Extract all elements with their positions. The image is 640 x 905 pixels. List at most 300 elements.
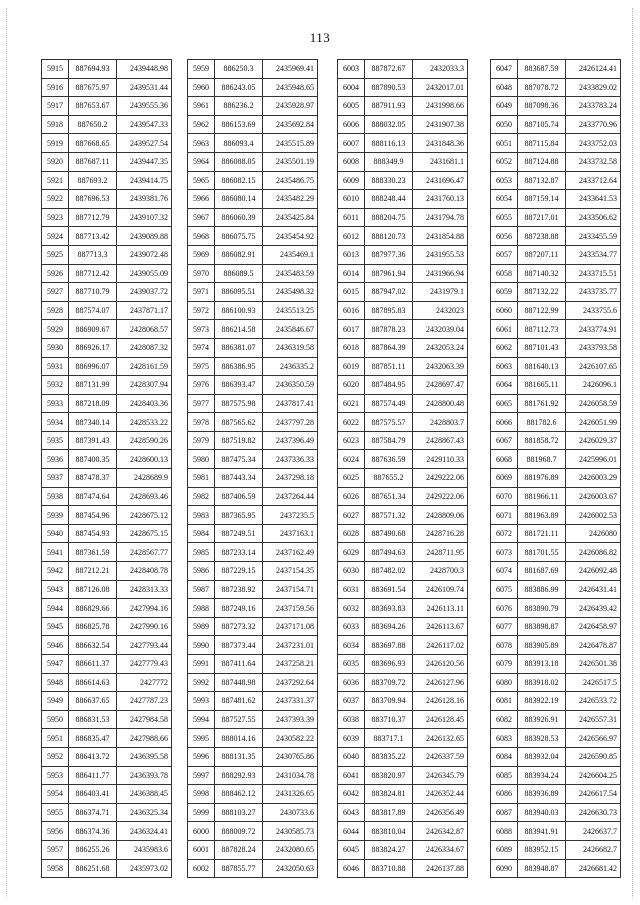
point-number-cell: 6011 bbox=[338, 208, 365, 227]
table-row bbox=[338, 655, 468, 674]
x-coordinate-cell: 887101.43 bbox=[518, 338, 566, 357]
table-row bbox=[188, 673, 318, 692]
x-coordinate-cell: 886250.3 bbox=[215, 60, 263, 79]
y-coordinate-cell: 2426137.88 bbox=[413, 859, 468, 878]
y-coordinate-cell: 2426113.67 bbox=[413, 617, 468, 636]
x-coordinate-cell: 888330.23 bbox=[365, 171, 413, 190]
point-number-cell: 5967 bbox=[188, 208, 215, 227]
point-number-cell: 5931 bbox=[42, 357, 69, 376]
table-row bbox=[42, 636, 172, 655]
y-coordinate-cell: 2426058.59 bbox=[566, 394, 621, 413]
table-row bbox=[188, 692, 318, 711]
y-coordinate-cell: 2437171.08 bbox=[263, 617, 318, 636]
y-coordinate-cell: 2431966.94 bbox=[413, 264, 468, 283]
point-number-cell: 6086 bbox=[491, 785, 518, 804]
y-coordinate-cell: 2432017.01 bbox=[413, 78, 468, 97]
y-coordinate-cell: 2427779.43 bbox=[117, 655, 172, 674]
point-number-cell: 5933 bbox=[42, 394, 69, 413]
x-coordinate-cell: 887584.79 bbox=[365, 431, 413, 450]
point-number-cell: 6006 bbox=[338, 115, 365, 134]
point-number-cell: 5957 bbox=[42, 840, 69, 859]
table-row bbox=[338, 692, 468, 711]
y-coordinate-cell: 2427990.16 bbox=[117, 617, 172, 636]
y-coordinate-cell: 2428697.47 bbox=[413, 376, 468, 395]
x-coordinate-cell: 881976.89 bbox=[518, 469, 566, 488]
point-number-cell: 6078 bbox=[491, 636, 518, 655]
point-number-cell: 5927 bbox=[42, 283, 69, 302]
y-coordinate-cell: 2428567.77 bbox=[117, 543, 172, 562]
x-coordinate-cell: 887249.51 bbox=[215, 524, 263, 543]
x-coordinate-cell: 883709.94 bbox=[365, 692, 413, 711]
table-row bbox=[491, 822, 621, 841]
x-coordinate-cell: 887411.64 bbox=[215, 655, 263, 674]
y-coordinate-cell: 2439055.09 bbox=[117, 264, 172, 283]
x-coordinate-cell: 886926.17 bbox=[69, 338, 117, 357]
table-row bbox=[338, 785, 468, 804]
table-row bbox=[491, 78, 621, 97]
point-number-cell: 5921 bbox=[42, 171, 69, 190]
y-coordinate-cell: 2426590.85 bbox=[566, 747, 621, 766]
x-coordinate-cell: 887895.83 bbox=[365, 301, 413, 320]
point-number-cell: 6073 bbox=[491, 543, 518, 562]
x-coordinate-cell: 883890.79 bbox=[518, 599, 566, 618]
point-number-cell: 5966 bbox=[188, 190, 215, 209]
y-coordinate-cell: 2426566.97 bbox=[566, 729, 621, 748]
table-row bbox=[42, 450, 172, 469]
x-coordinate-cell: 887159.14 bbox=[518, 190, 566, 209]
point-number-cell: 6009 bbox=[338, 171, 365, 190]
table-row bbox=[338, 636, 468, 655]
table-row bbox=[338, 524, 468, 543]
x-coordinate-cell: 888131.35 bbox=[215, 747, 263, 766]
table-row bbox=[491, 469, 621, 488]
table-row bbox=[338, 301, 468, 320]
table-row bbox=[491, 840, 621, 859]
x-coordinate-cell: 887406.59 bbox=[215, 487, 263, 506]
y-coordinate-cell: 2426109.74 bbox=[413, 580, 468, 599]
point-number-cell: 6071 bbox=[491, 506, 518, 525]
y-coordinate-cell: 2439414.75 bbox=[117, 171, 172, 190]
point-number-cell: 5932 bbox=[42, 376, 69, 395]
table-row bbox=[188, 320, 318, 339]
x-coordinate-cell: 887126.08 bbox=[69, 580, 117, 599]
y-coordinate-cell: 2426002.53 bbox=[566, 506, 621, 525]
point-number-cell: 5979 bbox=[188, 431, 215, 450]
table-row bbox=[188, 301, 318, 320]
table-row bbox=[491, 673, 621, 692]
y-coordinate-cell: 2436324.41 bbox=[117, 822, 172, 841]
point-number-cell: 6088 bbox=[491, 822, 518, 841]
y-coordinate-cell: 2428313.33 bbox=[117, 580, 172, 599]
table-row bbox=[42, 543, 172, 562]
point-number-cell: 5950 bbox=[42, 710, 69, 729]
x-coordinate-cell: 887132.87 bbox=[518, 171, 566, 190]
point-number-cell: 6039 bbox=[338, 729, 365, 748]
y-coordinate-cell: 2426458.97 bbox=[566, 617, 621, 636]
table-row bbox=[188, 599, 318, 618]
table-row bbox=[188, 208, 318, 227]
x-coordinate-cell: 887400.35 bbox=[69, 450, 117, 469]
y-coordinate-cell: 2435498.32 bbox=[263, 283, 318, 302]
point-number-cell: 5961 bbox=[188, 97, 215, 116]
x-coordinate-cell: 886381.07 bbox=[215, 338, 263, 357]
y-coordinate-cell: 2427984.58 bbox=[117, 710, 172, 729]
x-coordinate-cell: 886251.68 bbox=[69, 859, 117, 878]
y-coordinate-cell: 2431696.47 bbox=[413, 171, 468, 190]
x-coordinate-cell: 887712.42 bbox=[69, 264, 117, 283]
point-number-cell: 6049 bbox=[491, 97, 518, 116]
point-number-cell: 6064 bbox=[491, 376, 518, 395]
table-row bbox=[491, 506, 621, 525]
point-number-cell: 6057 bbox=[491, 245, 518, 264]
y-coordinate-cell: 2435425.84 bbox=[263, 208, 318, 227]
point-number-cell: 6082 bbox=[491, 710, 518, 729]
x-coordinate-cell: 887710.79 bbox=[69, 283, 117, 302]
y-coordinate-cell: 2437163.1 bbox=[263, 524, 318, 543]
point-number-cell: 6027 bbox=[338, 506, 365, 525]
x-coordinate-cell: 886413.72 bbox=[69, 747, 117, 766]
table-row bbox=[338, 822, 468, 841]
table-row bbox=[338, 599, 468, 618]
point-number-cell: 5997 bbox=[188, 766, 215, 785]
point-number-cell: 5998 bbox=[188, 785, 215, 804]
point-number-cell: 5929 bbox=[42, 320, 69, 339]
x-coordinate-cell: 886403.41 bbox=[69, 785, 117, 804]
table-row bbox=[188, 171, 318, 190]
table-row bbox=[491, 394, 621, 413]
y-coordinate-cell: 2432023 bbox=[413, 301, 468, 320]
y-coordinate-cell: 2430582.22 bbox=[263, 729, 318, 748]
y-coordinate-cell: 2426092.48 bbox=[566, 562, 621, 581]
x-coordinate-cell: 887443.34 bbox=[215, 469, 263, 488]
y-coordinate-cell: 2433506.62 bbox=[566, 208, 621, 227]
table-row bbox=[188, 822, 318, 841]
x-coordinate-cell: 888116.13 bbox=[365, 134, 413, 153]
x-coordinate-cell: 887484.95 bbox=[365, 376, 413, 395]
point-number-cell: 6072 bbox=[491, 524, 518, 543]
table-row bbox=[491, 747, 621, 766]
y-coordinate-cell: 2428716.28 bbox=[413, 524, 468, 543]
table-row bbox=[188, 524, 318, 543]
y-coordinate-cell: 2427787.23 bbox=[117, 692, 172, 711]
x-coordinate-cell: 881782.6 bbox=[518, 413, 566, 432]
table-row bbox=[42, 357, 172, 376]
y-coordinate-cell: 2426617.54 bbox=[566, 785, 621, 804]
x-coordinate-cell: 888248.44 bbox=[365, 190, 413, 209]
y-coordinate-cell: 2439527.54 bbox=[117, 134, 172, 153]
x-coordinate-cell: 886996.07 bbox=[69, 357, 117, 376]
y-coordinate-cell: 2435948.65 bbox=[263, 78, 318, 97]
point-number-cell: 5915 bbox=[42, 60, 69, 79]
point-number-cell: 5930 bbox=[42, 338, 69, 357]
y-coordinate-cell: 2426334.67 bbox=[413, 840, 468, 859]
x-coordinate-cell: 887872.67 bbox=[365, 60, 413, 79]
x-coordinate-cell: 883710.88 bbox=[365, 859, 413, 878]
point-number-cell: 5978 bbox=[188, 413, 215, 432]
y-coordinate-cell: 2426132.65 bbox=[413, 729, 468, 748]
point-number-cell: 5976 bbox=[188, 376, 215, 395]
y-coordinate-cell: 2428307.94 bbox=[117, 376, 172, 395]
y-coordinate-cell: 2426345.79 bbox=[413, 766, 468, 785]
table-row bbox=[188, 766, 318, 785]
x-coordinate-cell: 887229.15 bbox=[215, 562, 263, 581]
y-coordinate-cell: 2437235.5 bbox=[263, 506, 318, 525]
table-row bbox=[491, 134, 621, 153]
y-coordinate-cell: 2430585.73 bbox=[263, 822, 318, 841]
x-coordinate-cell: 887132.22 bbox=[518, 283, 566, 302]
y-coordinate-cell: 2439547.33 bbox=[117, 115, 172, 134]
point-number-cell: 6065 bbox=[491, 394, 518, 413]
table-row bbox=[188, 134, 318, 153]
y-coordinate-cell: 2426127.96 bbox=[413, 673, 468, 692]
table-row bbox=[491, 413, 621, 432]
table-row bbox=[42, 655, 172, 674]
x-coordinate-cell: 887131.99 bbox=[69, 376, 117, 395]
y-coordinate-cell: 2429222.06 bbox=[413, 469, 468, 488]
point-number-cell: 5922 bbox=[42, 190, 69, 209]
table-row bbox=[491, 655, 621, 674]
y-coordinate-cell: 2428600.13 bbox=[117, 450, 172, 469]
y-coordinate-cell: 2433732.58 bbox=[566, 152, 621, 171]
y-coordinate-cell: 2433770.96 bbox=[566, 115, 621, 134]
y-coordinate-cell: 2433712.64 bbox=[566, 171, 621, 190]
y-coordinate-cell: 2436335.2 bbox=[263, 357, 318, 376]
x-coordinate-cell: 887864.39 bbox=[365, 338, 413, 357]
y-coordinate-cell: 2432039.04 bbox=[413, 320, 468, 339]
point-number-cell: 6043 bbox=[338, 803, 365, 822]
x-coordinate-cell: 886632.54 bbox=[69, 636, 117, 655]
point-number-cell: 5983 bbox=[188, 506, 215, 525]
table-row bbox=[491, 524, 621, 543]
y-coordinate-cell: 2432063.39 bbox=[413, 357, 468, 376]
point-number-cell: 5947 bbox=[42, 655, 69, 674]
table-row bbox=[188, 283, 318, 302]
y-coordinate-cell: 2436395.58 bbox=[117, 747, 172, 766]
y-coordinate-cell: 2439381.76 bbox=[117, 190, 172, 209]
table-row bbox=[338, 394, 468, 413]
point-number-cell: 5955 bbox=[42, 803, 69, 822]
table-row bbox=[338, 134, 468, 153]
point-number-cell: 5953 bbox=[42, 766, 69, 785]
y-coordinate-cell: 2432033.3 bbox=[413, 60, 468, 79]
y-coordinate-cell: 2432050.63 bbox=[263, 859, 318, 878]
y-coordinate-cell: 2435846.67 bbox=[263, 320, 318, 339]
table-row bbox=[42, 524, 172, 543]
point-number-cell: 6008 bbox=[338, 152, 365, 171]
y-coordinate-cell: 2436388.45 bbox=[117, 785, 172, 804]
y-coordinate-cell: 2439447.35 bbox=[117, 152, 172, 171]
point-number-cell: 6060 bbox=[491, 301, 518, 320]
x-coordinate-cell: 887365.95 bbox=[215, 506, 263, 525]
x-coordinate-cell: 886614.63 bbox=[69, 673, 117, 692]
table-row bbox=[338, 803, 468, 822]
x-coordinate-cell: 883922.19 bbox=[518, 692, 566, 711]
table-row bbox=[42, 822, 172, 841]
x-coordinate-cell: 888292.93 bbox=[215, 766, 263, 785]
x-coordinate-cell: 887574.07 bbox=[69, 301, 117, 320]
point-number-cell: 6059 bbox=[491, 283, 518, 302]
x-coordinate-cell: 886088.05 bbox=[215, 152, 263, 171]
table-row bbox=[338, 747, 468, 766]
x-coordinate-cell: 887481.62 bbox=[215, 692, 263, 711]
table-row bbox=[338, 78, 468, 97]
y-coordinate-cell: 2426356.49 bbox=[413, 803, 468, 822]
table-row bbox=[42, 506, 172, 525]
table-row bbox=[188, 840, 318, 859]
x-coordinate-cell: 883926.91 bbox=[518, 710, 566, 729]
point-number-cell: 5916 bbox=[42, 78, 69, 97]
point-number-cell: 5963 bbox=[188, 134, 215, 153]
x-coordinate-cell: 883824.27 bbox=[365, 840, 413, 859]
y-coordinate-cell: 2433829.02 bbox=[566, 78, 621, 97]
y-coordinate-cell: 2427793.44 bbox=[117, 636, 172, 655]
y-coordinate-cell: 2428533.22 bbox=[117, 413, 172, 432]
point-number-cell: 6000 bbox=[188, 822, 215, 841]
table-row bbox=[42, 580, 172, 599]
y-coordinate-cell: 2431854.88 bbox=[413, 227, 468, 246]
y-coordinate-cell: 2426439.42 bbox=[566, 599, 621, 618]
y-coordinate-cell: 2437231.01 bbox=[263, 636, 318, 655]
x-coordinate-cell: 887574.49 bbox=[365, 394, 413, 413]
table-row bbox=[491, 580, 621, 599]
table-row bbox=[42, 208, 172, 227]
table-row bbox=[338, 190, 468, 209]
table-row bbox=[188, 487, 318, 506]
x-coordinate-cell: 886082.15 bbox=[215, 171, 263, 190]
table-row bbox=[338, 357, 468, 376]
y-coordinate-cell: 2435513.25 bbox=[263, 301, 318, 320]
y-coordinate-cell: 2426557.31 bbox=[566, 710, 621, 729]
table-row bbox=[338, 543, 468, 562]
point-number-cell: 5940 bbox=[42, 524, 69, 543]
point-number-cell: 6020 bbox=[338, 376, 365, 395]
point-number-cell: 5972 bbox=[188, 301, 215, 320]
point-number-cell: 6074 bbox=[491, 562, 518, 581]
point-number-cell: 6042 bbox=[338, 785, 365, 804]
x-coordinate-cell: 883913.18 bbox=[518, 655, 566, 674]
x-coordinate-cell: 886095.51 bbox=[215, 283, 263, 302]
y-coordinate-cell: 2426124.41 bbox=[566, 60, 621, 79]
y-coordinate-cell: 2439037.72 bbox=[117, 283, 172, 302]
table-row bbox=[338, 710, 468, 729]
y-coordinate-cell: 2437292.64 bbox=[263, 673, 318, 692]
x-coordinate-cell: 883710.37 bbox=[365, 710, 413, 729]
table-row bbox=[491, 115, 621, 134]
point-number-cell: 6084 bbox=[491, 747, 518, 766]
y-coordinate-cell: 2426086.82 bbox=[566, 543, 621, 562]
table-row bbox=[338, 338, 468, 357]
point-number-cell: 6010 bbox=[338, 190, 365, 209]
y-coordinate-cell: 2437162.49 bbox=[263, 543, 318, 562]
point-number-cell: 5977 bbox=[188, 394, 215, 413]
point-number-cell: 5941 bbox=[42, 543, 69, 562]
point-number-cell: 6068 bbox=[491, 450, 518, 469]
x-coordinate-cell: 886386.95 bbox=[215, 357, 263, 376]
point-number-cell: 5942 bbox=[42, 562, 69, 581]
y-coordinate-cell: 2427772 bbox=[117, 673, 172, 692]
table-row bbox=[42, 171, 172, 190]
x-coordinate-cell: 886236.2 bbox=[215, 97, 263, 116]
y-coordinate-cell: 2439448.98 bbox=[117, 60, 172, 79]
x-coordinate-cell: 887238.88 bbox=[518, 227, 566, 246]
x-coordinate-cell: 883717.1 bbox=[365, 729, 413, 748]
x-coordinate-cell: 887361.59 bbox=[69, 543, 117, 562]
point-number-cell: 5944 bbox=[42, 599, 69, 618]
x-coordinate-cell: 886374.71 bbox=[69, 803, 117, 822]
y-coordinate-cell: 2428809.06 bbox=[413, 506, 468, 525]
x-coordinate-cell: 886611.37 bbox=[69, 655, 117, 674]
point-number-cell: 6025 bbox=[338, 469, 365, 488]
table-row bbox=[491, 803, 621, 822]
y-coordinate-cell: 2437258.21 bbox=[263, 655, 318, 674]
point-number-cell: 5943 bbox=[42, 580, 69, 599]
x-coordinate-cell: 887947.02 bbox=[365, 283, 413, 302]
y-coordinate-cell: 2433783.24 bbox=[566, 97, 621, 116]
point-number-cell: 6032 bbox=[338, 599, 365, 618]
point-number-cell: 6079 bbox=[491, 655, 518, 674]
table-row bbox=[491, 245, 621, 264]
table-row bbox=[491, 562, 621, 581]
y-coordinate-cell: 2429110.33 bbox=[413, 450, 468, 469]
table-row bbox=[338, 283, 468, 302]
y-coordinate-cell: 2437336.33 bbox=[263, 450, 318, 469]
y-coordinate-cell: 2433735.77 bbox=[566, 283, 621, 302]
y-coordinate-cell: 2428867.43 bbox=[413, 431, 468, 450]
point-number-cell: 5956 bbox=[42, 822, 69, 841]
x-coordinate-cell: 887475.34 bbox=[215, 450, 263, 469]
table-row bbox=[42, 190, 172, 209]
table-row bbox=[491, 320, 621, 339]
point-number-cell: 6014 bbox=[338, 264, 365, 283]
y-coordinate-cell: 2437393.39 bbox=[263, 710, 318, 729]
point-number-cell: 5965 bbox=[188, 171, 215, 190]
x-coordinate-cell: 881963.89 bbox=[518, 506, 566, 525]
coordinate-table-block bbox=[41, 59, 172, 878]
table-row bbox=[42, 227, 172, 246]
table-row bbox=[42, 729, 172, 748]
y-coordinate-cell: 2435973.02 bbox=[117, 859, 172, 878]
y-coordinate-cell: 2435515.89 bbox=[263, 134, 318, 153]
scan-margin-line bbox=[6, 8, 7, 898]
table-row bbox=[338, 840, 468, 859]
y-coordinate-cell: 2431760.13 bbox=[413, 190, 468, 209]
table-row bbox=[42, 264, 172, 283]
point-number-cell: 6019 bbox=[338, 357, 365, 376]
y-coordinate-cell: 2431998.66 bbox=[413, 97, 468, 116]
y-coordinate-cell: 2431979.1 bbox=[413, 283, 468, 302]
y-coordinate-cell: 2426431.41 bbox=[566, 580, 621, 599]
point-number-cell: 6037 bbox=[338, 692, 365, 711]
point-number-cell: 6007 bbox=[338, 134, 365, 153]
point-number-cell: 5920 bbox=[42, 152, 69, 171]
x-coordinate-cell: 887207.11 bbox=[518, 245, 566, 264]
point-number-cell: 5949 bbox=[42, 692, 69, 711]
table-row bbox=[188, 357, 318, 376]
point-number-cell: 6030 bbox=[338, 562, 365, 581]
y-coordinate-cell: 2431955.53 bbox=[413, 245, 468, 264]
table-row bbox=[42, 766, 172, 785]
x-coordinate-cell: 887851.11 bbox=[365, 357, 413, 376]
x-coordinate-cell: 887694.93 bbox=[69, 60, 117, 79]
point-number-cell: 5989 bbox=[188, 617, 215, 636]
y-coordinate-cell: 2431794.78 bbox=[413, 208, 468, 227]
y-coordinate-cell: 2428700.3 bbox=[413, 562, 468, 581]
y-coordinate-cell: 2428408.78 bbox=[117, 562, 172, 581]
y-coordinate-cell: 2428590.26 bbox=[117, 431, 172, 450]
point-number-cell: 5987 bbox=[188, 580, 215, 599]
y-coordinate-cell: 2426478.87 bbox=[566, 636, 621, 655]
table-row bbox=[338, 97, 468, 116]
